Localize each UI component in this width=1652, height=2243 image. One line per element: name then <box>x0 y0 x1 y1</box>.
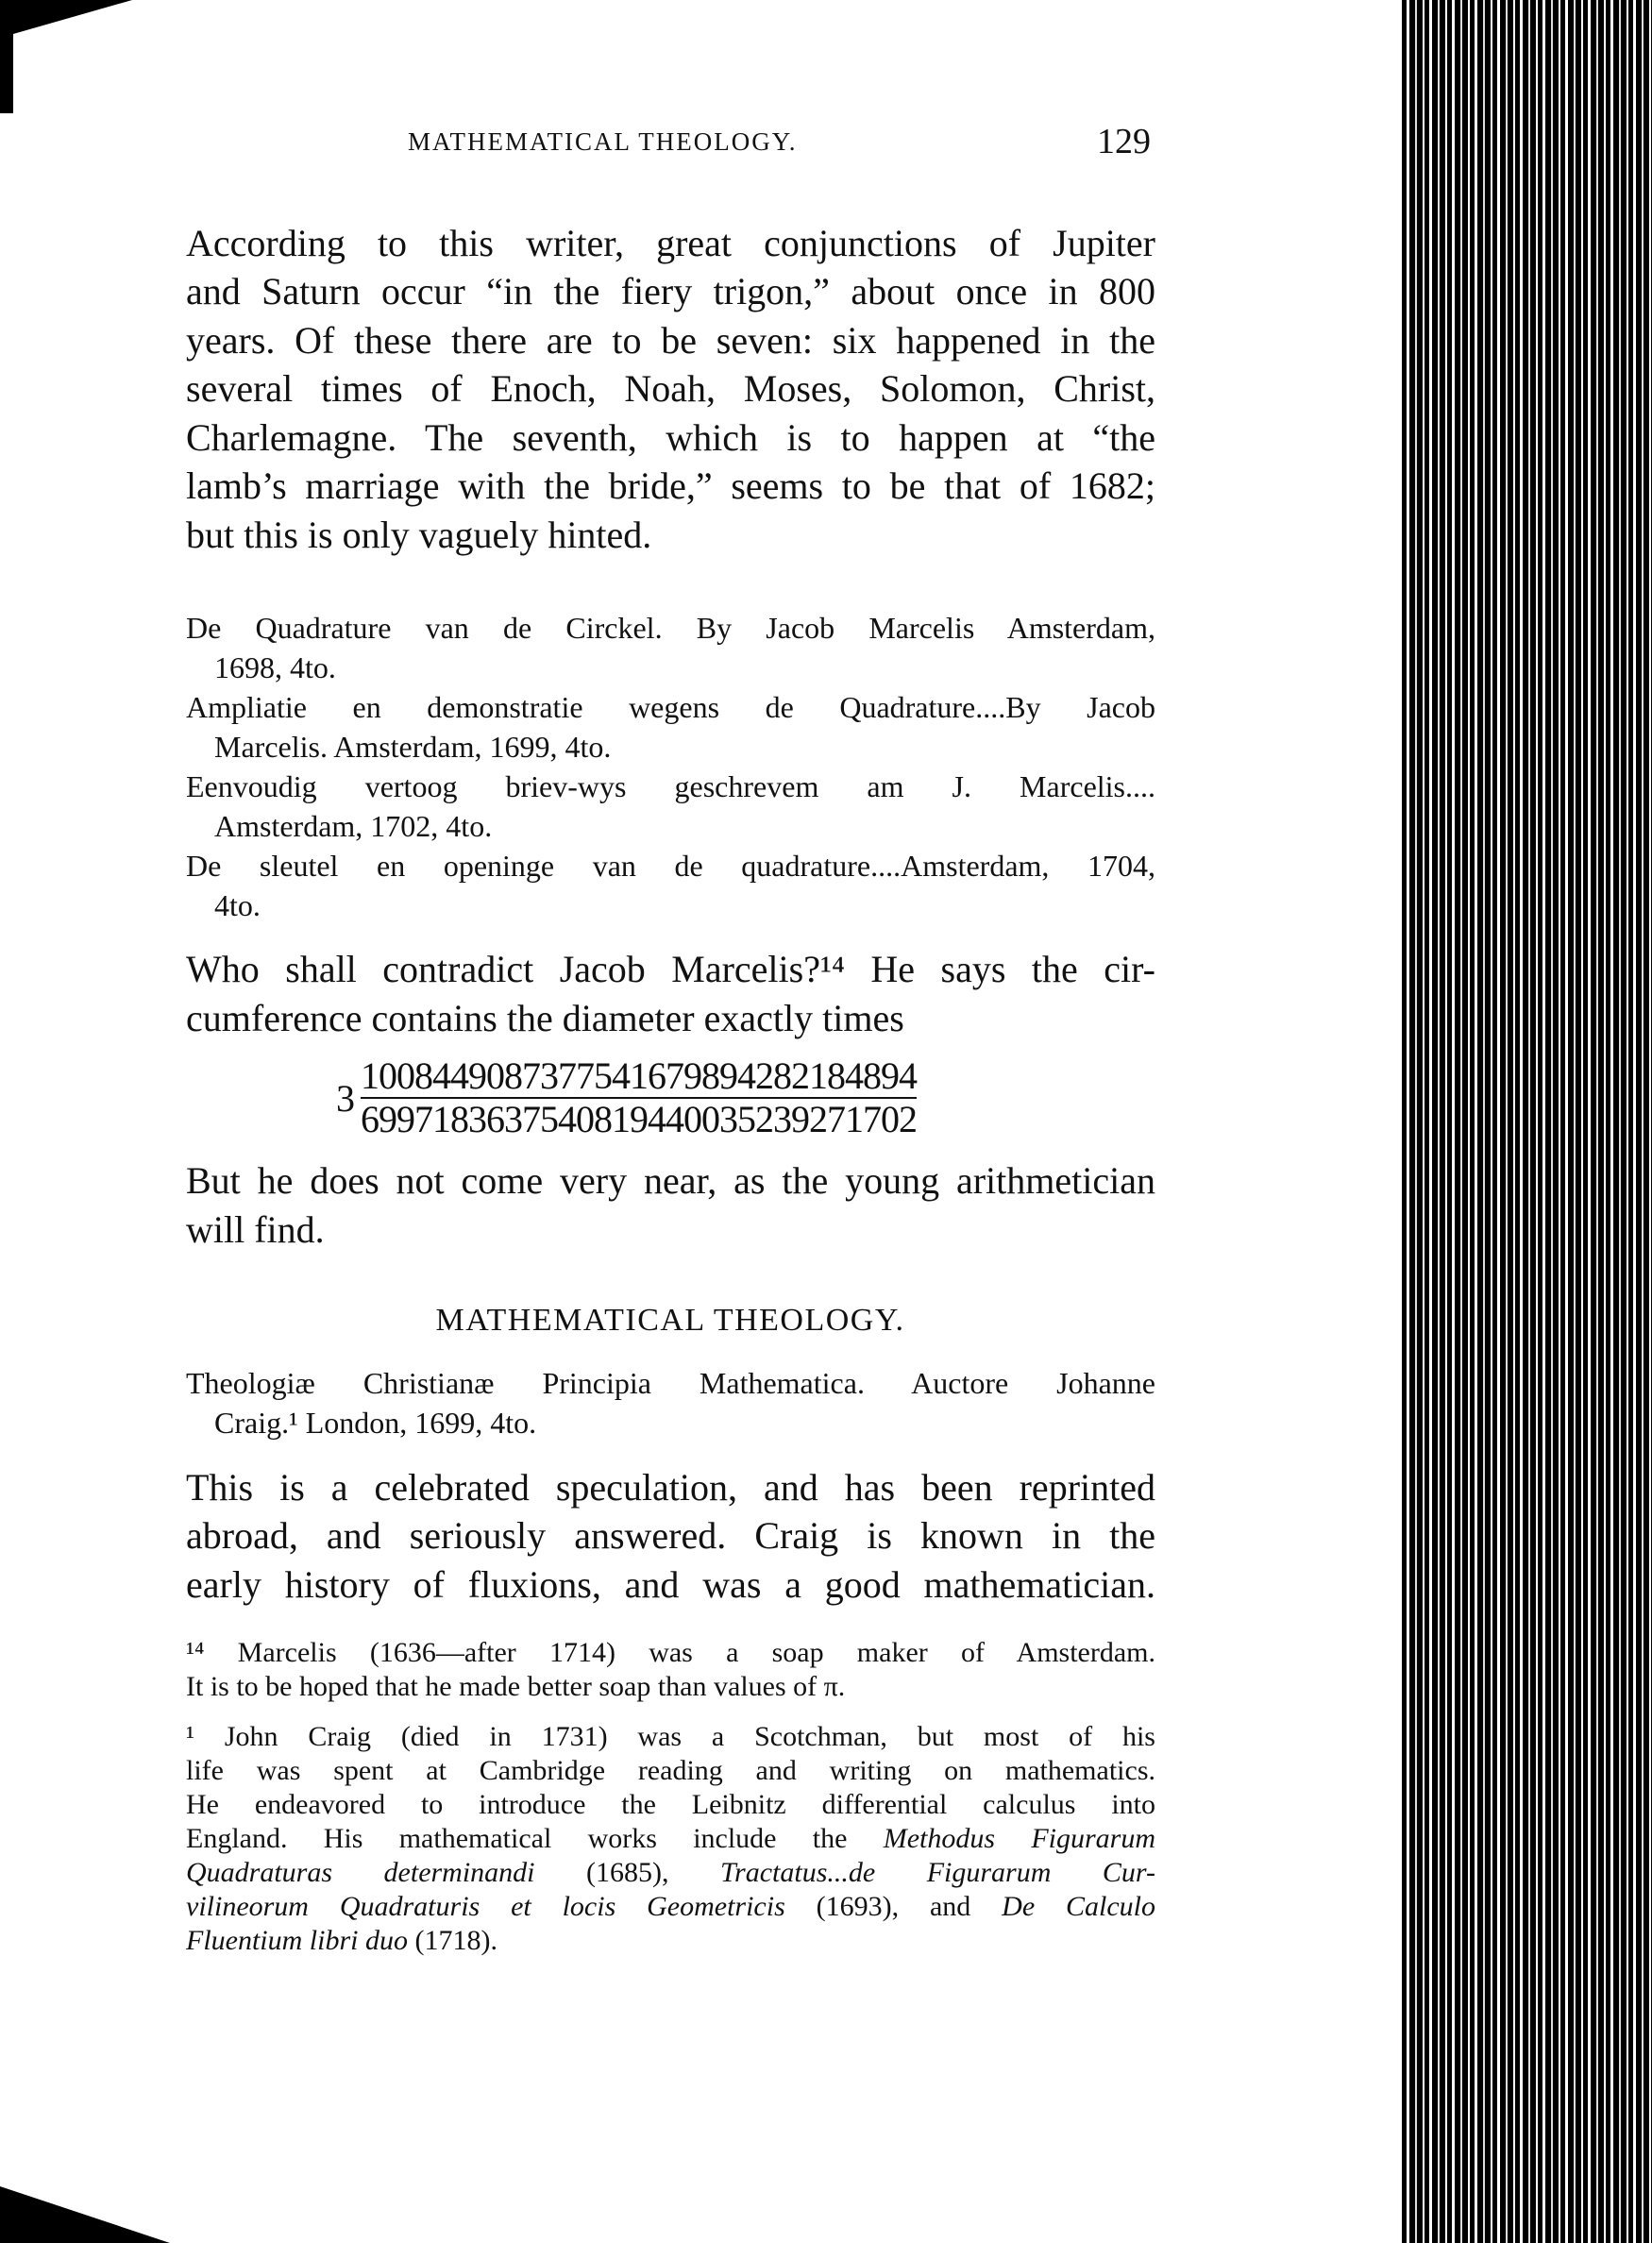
scan-edge-top <box>0 0 132 38</box>
fraction-denominator: 6997183637540819440035239271702 <box>361 1098 917 1140</box>
fraction-whole: 3 <box>336 1076 355 1120</box>
footnote-line: He endeavored to introduce the Leibnitz differential calculus into <box>186 1789 1155 1820</box>
bibliography-entry: 1698, 4to. <box>214 650 336 684</box>
footnote-line: life was spent at Cambridge reading and writing on mathematics. <box>186 1755 1155 1786</box>
paragraph-line: But he does not come very near, as the young arithmetician <box>186 1159 1155 1202</box>
bibliography-entry: Craig.¹ London, 1699, 4to. <box>214 1406 537 1440</box>
footnote-line: It is to be hoped that he made better soap than values of π. <box>186 1671 846 1702</box>
footnote-line: England. His mathematical works include the Methodus Figurarum <box>186 1823 1155 1854</box>
paragraph-line: According to this writer, great conjunctions of Jupiter <box>186 222 1155 264</box>
bibliography-entry: De Quadrature van de Circkel. By Jacob Marcelis Amsterdam, <box>186 611 1155 645</box>
page-number: 129 <box>1097 122 1151 161</box>
bibliography-entry: Amsterdam, 1702, 4to. <box>214 809 493 843</box>
scan-edge-top-left <box>0 0 13 113</box>
paragraph-line: Charlemagne. The seventh, which is to happen at “the <box>186 416 1155 459</box>
bibliography-entry: Theologiæ Christianæ Principia Mathematica. Auctore Johanne <box>186 1366 1155 1400</box>
footnote-line: Fluentium libri duo (1718). <box>186 1925 497 1956</box>
paragraph-line: years. Of these there are to be seven: six happened in the <box>186 319 1155 362</box>
paragraph-line: cumference contains the diameter exactly times <box>186 997 904 1039</box>
paragraph-line: but this is only vaguely hinted. <box>186 514 652 556</box>
bibliography-entry: Eenvoudig vertoog briev-wys geschrevem am J. Marcelis.... <box>186 769 1155 803</box>
bibliography-entry: 4to. <box>214 888 261 922</box>
scan-edge-bottom <box>0 2186 170 2243</box>
paragraph-line: will find. <box>186 1208 325 1251</box>
footnote-line: ¹⁴ Marcelis (1636—after 1714) was a soap maker of Amsterdam. <box>186 1637 1155 1668</box>
section-heading: MATHEMATICAL THEOLOGY. <box>435 1303 905 1338</box>
book-page-edges <box>1402 0 1652 2243</box>
footnote-line: ¹ John Craig (died in 1731) was a Scotchman, but most of his <box>186 1721 1155 1752</box>
running-title: MATHEMATICAL THEOLOGY. <box>408 127 798 156</box>
footnote-line: vilineorum Quadraturis et locis Geometricis (1693), and De Calculo <box>186 1891 1156 1922</box>
fraction-numerator: 1008449087377541679894282184894 <box>361 1054 917 1097</box>
paragraph-line: This is a celebrated speculation, and has been reprinted <box>186 1466 1155 1509</box>
paragraph-line: lamb’s marriage with the bride,” seems to be that of 1682; <box>186 464 1155 507</box>
bibliography-entry: Ampliatie en demonstratie wegens de Quadrature....By Jacob <box>186 690 1155 724</box>
paragraph-line: abroad, and seriously answered. Craig is known in the <box>186 1514 1155 1557</box>
footnote-line: Quadraturas determinandi (1685), Tractatus...de Figurarum Cur- <box>186 1857 1155 1888</box>
paragraph-line: and Saturn occur “in the fiery trigon,” about once in 800 <box>186 270 1155 312</box>
paragraph-line: Who shall contradict Jacob Marcelis?¹⁴ He says the cir- <box>186 948 1155 990</box>
bibliography-entry: Marcelis. Amsterdam, 1699, 4to. <box>214 730 612 764</box>
bibliography-entry: De sleutel en openinge van de quadrature....Amsterdam, 1704, <box>186 849 1155 883</box>
paragraph-line: several times of Enoch, Noah, Moses, Solomon, Christ, <box>186 367 1155 410</box>
paragraph-line: early history of fluxions, and was a good mathematician. <box>186 1563 1155 1606</box>
pi-fraction <box>336 1055 917 1140</box>
